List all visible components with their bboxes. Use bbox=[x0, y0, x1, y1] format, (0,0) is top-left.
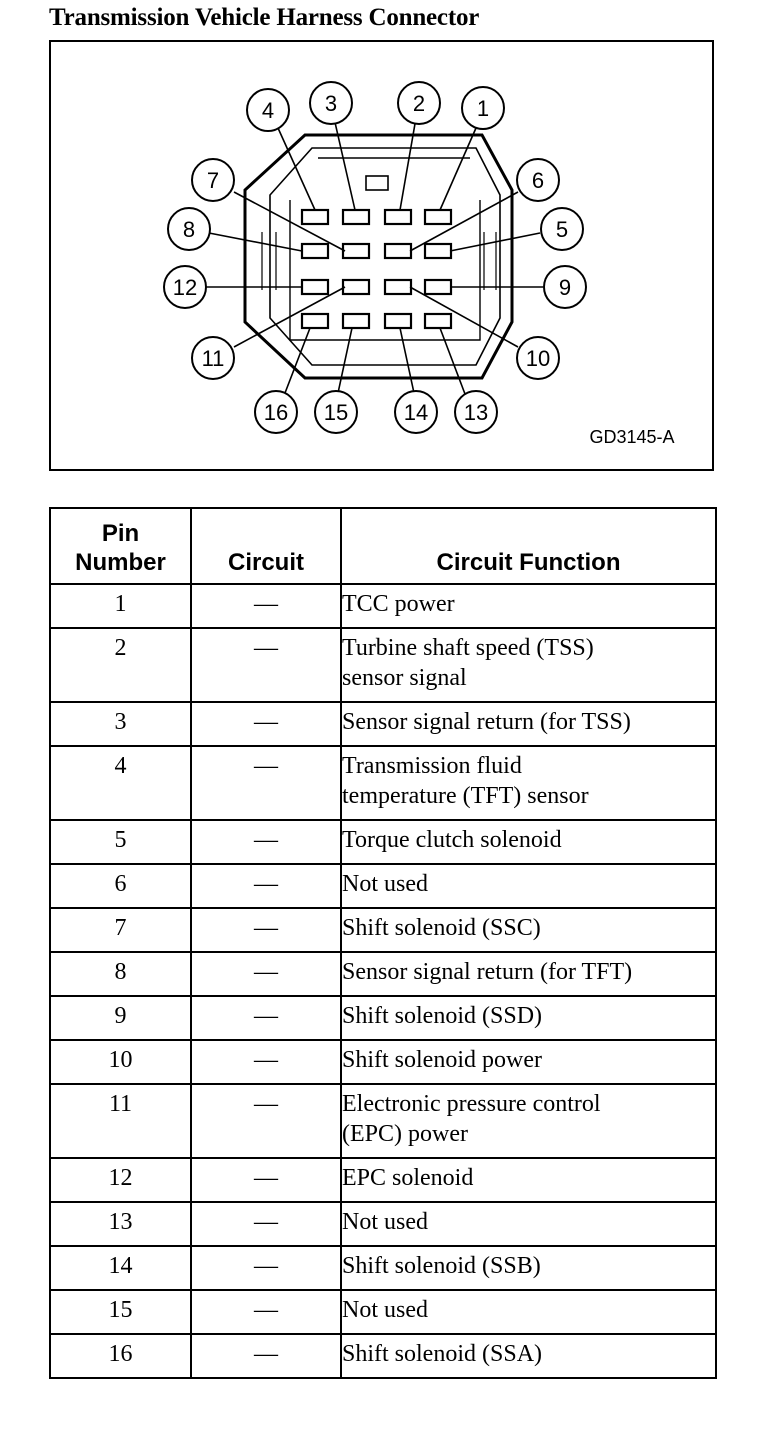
connector-diagram bbox=[49, 40, 714, 471]
circuit: — bbox=[191, 864, 341, 908]
pin-callout-8: 8 bbox=[182, 217, 196, 242]
pin-callout-12: 12 bbox=[172, 275, 198, 300]
table-row bbox=[50, 628, 716, 702]
pin-number: 7 bbox=[50, 908, 191, 952]
circuit: — bbox=[191, 952, 341, 996]
pin-number: 9 bbox=[50, 996, 191, 1040]
table-row bbox=[50, 1158, 716, 1202]
pin-cavities bbox=[302, 210, 451, 328]
circuit: — bbox=[191, 908, 341, 952]
pin-number: 8 bbox=[50, 952, 191, 996]
table-row bbox=[50, 1202, 716, 1246]
table-row bbox=[50, 1040, 716, 1084]
circuit-function: Transmission fluid temperature (TFT) sensor bbox=[341, 746, 716, 820]
table-row bbox=[50, 908, 716, 952]
table-row bbox=[50, 864, 716, 908]
pin-number: 16 bbox=[50, 1334, 191, 1378]
pin-callout-3: 3 bbox=[324, 91, 338, 116]
pin-number: 10 bbox=[50, 1040, 191, 1084]
pin-number: 1 bbox=[50, 584, 191, 628]
circuit: — bbox=[191, 820, 341, 864]
circuit-function: Electronic pressure control (EPC) power bbox=[341, 1084, 716, 1158]
pin-number: 11 bbox=[50, 1084, 191, 1158]
circuit-function: Shift solenoid (SSD) bbox=[341, 996, 716, 1040]
circuit: — bbox=[191, 1290, 341, 1334]
diagram-title: Transmission Vehicle Harness Connector bbox=[49, 4, 480, 31]
header-circuit-function: Circuit Function bbox=[341, 508, 716, 584]
pin-callout-10: 10 bbox=[525, 346, 551, 371]
circuit: — bbox=[191, 702, 341, 746]
table-row bbox=[50, 1290, 716, 1334]
circuit: — bbox=[191, 1334, 341, 1378]
pin-number: 2 bbox=[50, 628, 191, 702]
circuit-function: Not used bbox=[341, 1202, 716, 1246]
circuit: — bbox=[191, 628, 341, 702]
table-row bbox=[50, 1246, 716, 1290]
table-row bbox=[50, 1084, 716, 1158]
table-header-row bbox=[50, 508, 716, 584]
leader-lines bbox=[206, 118, 543, 394]
pin-callout-16: 16 bbox=[263, 400, 289, 425]
circuit-function: Torque clutch solenoid bbox=[341, 820, 716, 864]
table-row bbox=[50, 746, 716, 820]
circuit-function: Not used bbox=[341, 864, 716, 908]
connector-drawing bbox=[51, 42, 712, 469]
pin-number: 5 bbox=[50, 820, 191, 864]
table-row bbox=[50, 820, 716, 864]
circuit-function: Shift solenoid (SSB) bbox=[341, 1246, 716, 1290]
circuit-function: Not used bbox=[341, 1290, 716, 1334]
table-row bbox=[50, 1334, 716, 1378]
pin-callout-9: 9 bbox=[558, 275, 572, 300]
circuit-function: TCC power bbox=[341, 584, 716, 628]
header-circuit: Circuit bbox=[191, 508, 341, 584]
circuit-function: Turbine shaft speed (TSS) sensor signal bbox=[341, 628, 716, 702]
circuit: — bbox=[191, 1084, 341, 1158]
circuit: — bbox=[191, 1246, 341, 1290]
pin-callout-4: 4 bbox=[261, 98, 275, 123]
connector-housing bbox=[245, 135, 512, 378]
circuit: — bbox=[191, 1202, 341, 1246]
pin-callout-14: 14 bbox=[403, 400, 429, 425]
pin-callout-15: 15 bbox=[323, 400, 349, 425]
pin-number: 3 bbox=[50, 702, 191, 746]
circuit: — bbox=[191, 746, 341, 820]
pin-number: 4 bbox=[50, 746, 191, 820]
pin-function-table bbox=[49, 507, 717, 1379]
circuit: — bbox=[191, 996, 341, 1040]
circuit-function: EPC solenoid bbox=[341, 1158, 716, 1202]
circuit-function: Shift solenoid power bbox=[341, 1040, 716, 1084]
pin-callout-11: 11 bbox=[201, 346, 225, 371]
pin-number: 14 bbox=[50, 1246, 191, 1290]
circuit-function: Sensor signal return (for TSS) bbox=[341, 702, 716, 746]
table-row bbox=[50, 996, 716, 1040]
circuit-function: Shift solenoid (SSA) bbox=[341, 1334, 716, 1378]
pin-callout-13: 13 bbox=[463, 400, 489, 425]
circuit-function: Sensor signal return (for TFT) bbox=[341, 952, 716, 996]
circuit-function: Shift solenoid (SSC) bbox=[341, 908, 716, 952]
pin-number: 6 bbox=[50, 864, 191, 908]
pin-callout-5: 5 bbox=[555, 217, 569, 242]
pin-number: 15 bbox=[50, 1290, 191, 1334]
pin-number: 13 bbox=[50, 1202, 191, 1246]
table-row bbox=[50, 952, 716, 996]
pin-callout-7: 7 bbox=[206, 168, 220, 193]
figure-code: GD3145-A bbox=[589, 427, 675, 447]
table-row bbox=[50, 584, 716, 628]
pin-callout-1: 1 bbox=[476, 96, 490, 121]
pin-callout-2: 2 bbox=[412, 91, 426, 116]
header-pin-number: Pin Number bbox=[50, 508, 191, 584]
circuit: — bbox=[191, 584, 341, 628]
table-row bbox=[50, 702, 716, 746]
circuit: — bbox=[191, 1158, 341, 1202]
pin-number: 12 bbox=[50, 1158, 191, 1202]
locking-tab bbox=[366, 176, 388, 190]
circuit: — bbox=[191, 1040, 341, 1084]
pin-callout-6: 6 bbox=[531, 168, 545, 193]
